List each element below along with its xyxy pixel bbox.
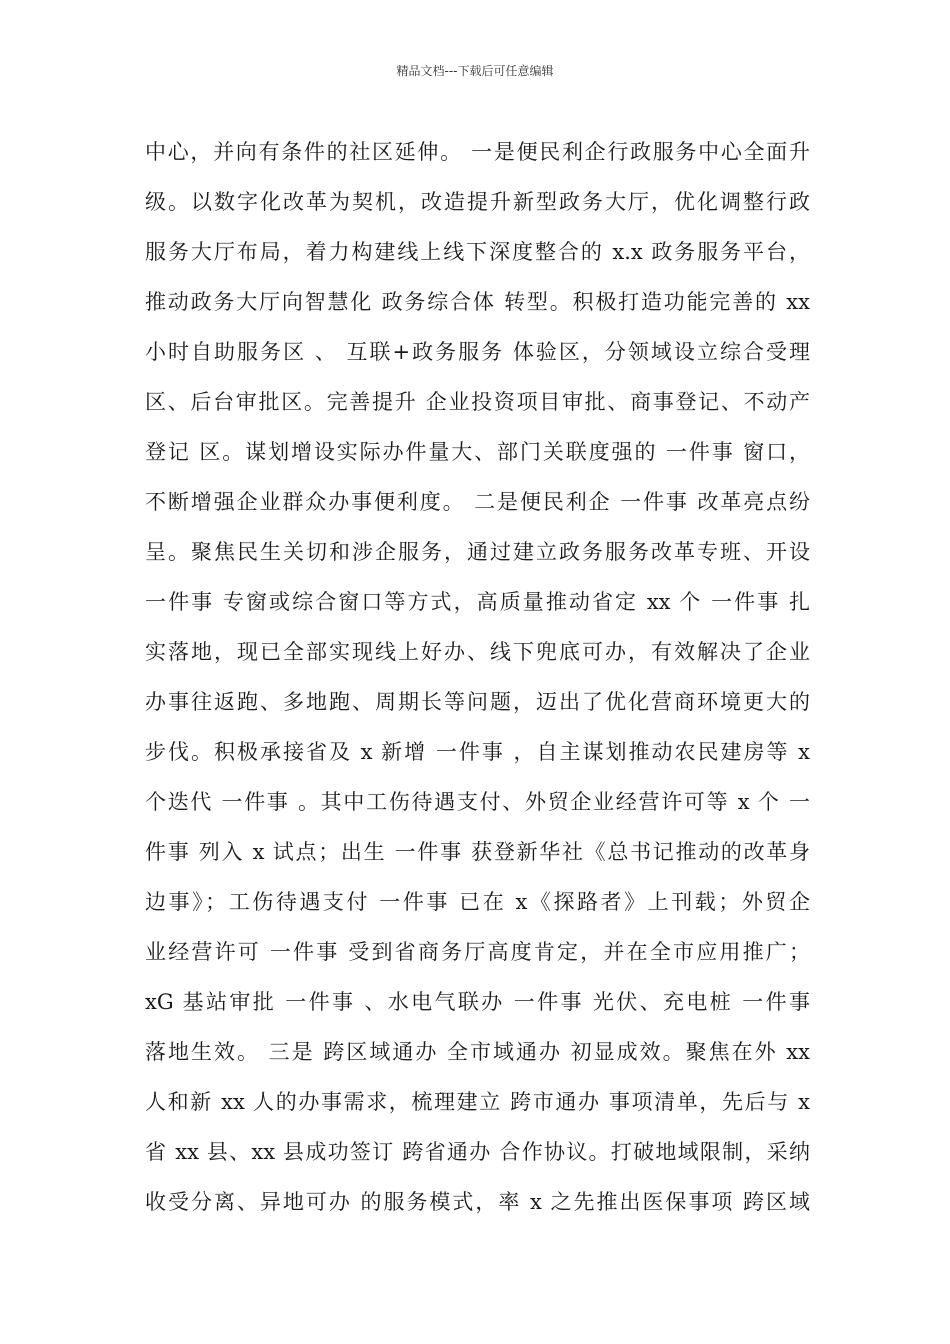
text-line: 推动政务大厅向智慧化 政务综合体 转型。积极打造功能完善的 xx <box>145 290 810 314</box>
text-line: 办事往返跑、多地跑、周期长等问题，迈出了优化营商环境更大的 <box>145 690 810 714</box>
text-line: 边事》；工伤待遇支付 一件事 已在 x《探路者》上刊载；外贸企 <box>145 890 810 914</box>
text-line: xG 基站审批 一件事 、水电气联办 一件事 光伏、充电桩 一件事 <box>145 990 810 1014</box>
text-line: 呈。聚焦民生关切和涉企服务，通过建立政务服务改革专班、开设 <box>145 540 810 564</box>
page-header: 精品文档---下载后可任意编辑 <box>396 64 554 78</box>
text-line: 收受分离、异地可办 的服务模式，率 x 之先推出医保事项 跨区域 <box>145 1190 810 1214</box>
text-line: 登记 区。谋划增设实际办件量大、部门关联度强的 一件事 窗口， <box>145 440 810 464</box>
text-line: 个迭代 一件事 。其中工伤待遇支付、外贸企业经营许可等 x 个 一 <box>145 790 810 814</box>
text-line: 业经营许可 一件事 受到省商务厅高度肯定，并在全市应用推广； <box>145 940 810 964</box>
text-line: 一件事 专窗或综合窗口等方式，高质量推动省定 xx 个 一件事 扎 <box>145 590 810 614</box>
text-line: 区、后台审批区。完善提升 企业投资项目审批、商事登记、不动产 <box>145 390 810 414</box>
text-line: 服务大厅布局，着力构建线上线下深度整合的 x.x 政务服务平台， <box>145 240 810 264</box>
text-line: 步伐。积极承接省及 x 新增 一件事 ，自主谋划推动农民建房等 x <box>145 740 810 764</box>
text-line: 级。以数字化改革为契机，改造提升新型政务大厅，优化调整行政 <box>145 190 810 214</box>
text-line: 实落地，现已全部实现线上好办、线下兜底可办，有效解决了企业 <box>145 640 810 664</box>
text-line: 人和新 xx 人的办事需求，梳理建立 跨市通办 事项清单，先后与 x <box>145 1090 810 1114</box>
text-line: 中心，并向有条件的社区延伸。 一是便民利企行政服务中心全面升 <box>145 140 810 164</box>
text-line: 件事 列入 x 试点；出生 一件事 获登新华社《总书记推动的改革身 <box>145 840 810 864</box>
body-text <box>145 133 810 1233</box>
text-line: 小时自助服务区 、 互联+政务服务 体验区，分领域设立综合受理 <box>145 340 810 364</box>
text-line: 不断增强企业群众办事便利度。 二是便民利企 一件事 改革亮点纷 <box>145 490 810 514</box>
text-line: 落地生效。 三是 跨区域通办 全市域通办 初显成效。聚焦在外 xx <box>145 1040 810 1064</box>
text-line: 省 xx 县、xx 县成功签订 跨省通办 合作协议。打破地域限制，采纳 <box>145 1140 810 1164</box>
